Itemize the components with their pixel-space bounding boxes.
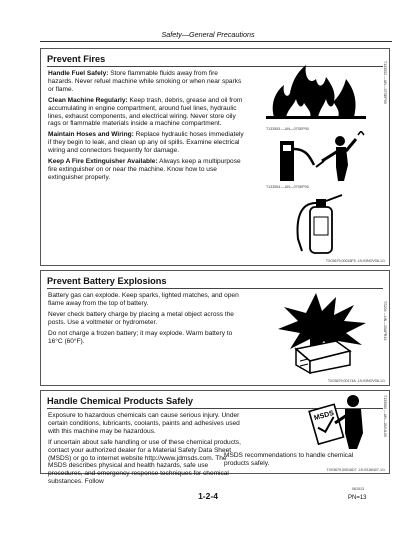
paragraph-hoses <box>48 131 244 155</box>
paragraph-heading: Handle Fuel Safely: <box>48 70 109 77</box>
reference-code: TX03679,00174A -19-03NOV08-1/1 <box>327 379 385 383</box>
reference-code: TX03679,00016D7 -19-03JAN07-1/1 <box>326 468 385 472</box>
paragraph-heading: Maintain Hoses and Wiring: <box>48 131 134 139</box>
footer-code: PN=13 <box>348 495 367 501</box>
section-title-rule <box>47 288 383 289</box>
paragraph: Never check battery charge by placing a metal object across the posts. Use a voltmeter or hydrometer. <box>48 310 234 326</box>
paragraph-heading: Clean Machine Regularly: <box>48 96 128 104</box>
figure-code: T133580 —UN—28JUL00 <box>383 395 387 437</box>
section-title: Prevent Fires <box>47 54 106 64</box>
paragraph: Exposure to hazardous chemicals can cause serious injury. Under certain conditions, lubricants, coolants, paints and adhesives used with this machine may be hazardous. <box>48 412 240 435</box>
paragraph-heading: Keep A Fire Extinguisher Available: <box>48 158 158 166</box>
fire-extinguisher-icon <box>286 189 356 255</box>
section-battery-explosions <box>40 270 390 386</box>
msds-label: MSDS <box>313 409 335 423</box>
section-title: Prevent Battery Explosions <box>47 276 167 286</box>
section-body <box>48 70 244 185</box>
paragraph-clean <box>48 97 244 129</box>
header-rule <box>40 41 392 42</box>
footer-date: 061513 <box>352 487 364 491</box>
page-header: Safety—General Precautions <box>161 30 255 39</box>
flames-icon <box>266 59 378 119</box>
paragraph-extinguisher <box>48 158 244 182</box>
paragraph: If uncertain about safe handling or use of these chemical products, contact your authorized dealer for a Material Safety Data Sheet (MSDS) or go to internet website http://www.jdmsds.com. The MSDS describes physical and health hazards, safe use procedures, and emergency response techniques for chemical substances. Follow <box>48 438 241 486</box>
reference-code: TX03679,00016F5 -19-03NOV08-1/1 <box>325 259 385 263</box>
figure-caption: T133554 —UN—07SEP00 <box>266 185 309 189</box>
figure-caption: T133553 —UN—07SEP00 <box>266 127 309 131</box>
continuation-text: MSDS recommendations to handle chemical products safely. <box>224 452 354 467</box>
section-body <box>48 412 244 489</box>
figure-code: T133552 —UN—07SEP00 <box>383 61 387 104</box>
section-body <box>48 292 244 348</box>
paragraph-text: Replace hydraulic hoses immediately if they begin to leak, and clean up any oil spills. Examine electrical wiring and connectors frequently for damage. <box>48 131 244 155</box>
paragraph-text: Store flammable fluids away from fire hazards. Never refuel machine while smoking or when near sparks or flame. <box>48 70 242 93</box>
figure-code: TS204 —UN—15APR13 <box>383 301 387 341</box>
section-chemical-products <box>40 390 390 486</box>
paragraph-text: Always keep a multipurpose fire extinguisher on or near the machine. Know how to use extinguisher properly. <box>48 158 241 181</box>
battery-explosion-icon <box>266 291 378 375</box>
paragraph-fuel <box>48 70 244 94</box>
msds-person-icon <box>301 393 381 451</box>
paragraph: Battery gas can explode. Keep sparks, lighted matches, and open flame away from the top of battery. <box>48 292 239 307</box>
paragraph-text: Keep trash, debris, grease and oil from accumulating in engine compartment, around fuel lines, hydraulic lines, exhaust components, and electrical wiring. Never store oily rags or flammable materials inside a machine compartment. <box>48 96 243 128</box>
paragraph: Do not charge a frozen battery; it may explode. Warm battery to 16°C (60°F). <box>48 329 233 345</box>
page-number: 1-2-4 <box>198 491 218 501</box>
refueling-person-icon <box>266 131 378 183</box>
section-title: Handle Chemical Products Safely <box>47 396 194 406</box>
section-prevent-fires <box>40 48 390 266</box>
